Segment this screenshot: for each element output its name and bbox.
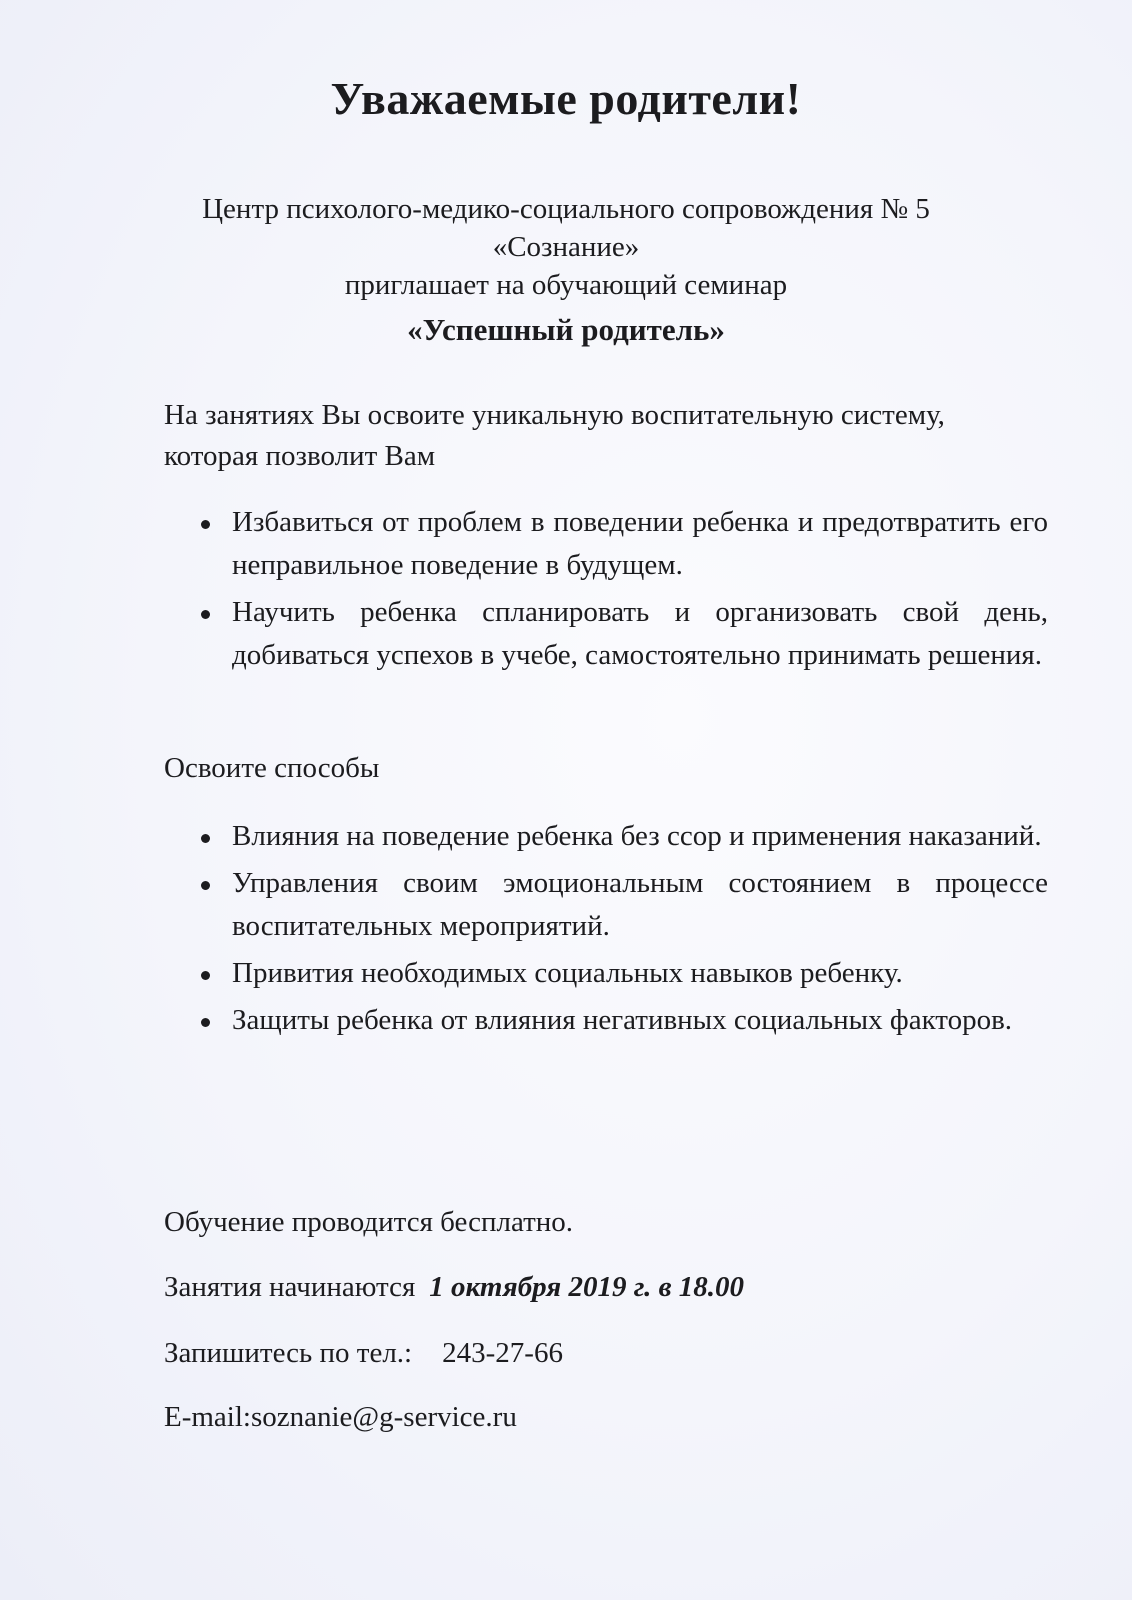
section2-lead: Освоите способы <box>164 752 380 784</box>
section1-lead: На занятиях Вы освоите уникальную воспитательную систему, которая позволит Вам <box>164 399 945 472</box>
section2-list <box>164 815 1048 1046</box>
section1-list <box>164 501 1048 681</box>
phone-line <box>164 1333 563 1373</box>
intro-line-1: Центр психолого-медико-социального сопровождения № 5 <box>202 193 930 225</box>
list-item-text: Влияния на поведение ребенка без ссор и применения наказаний. <box>232 820 1042 852</box>
bullet-icon <box>201 881 210 890</box>
bullet-icon <box>201 971 210 980</box>
page-title: Уважаемые родители! <box>330 73 802 124</box>
intro-line-3: приглашает на обучающий семинар <box>344 269 788 301</box>
intro-block <box>0 190 1132 304</box>
seminar-title: «Успешный родитель» <box>407 312 725 347</box>
list-item-text: Управления своим эмоциональным состоянием в процессе воспитательных мероприятий. <box>232 867 1048 942</box>
list-item <box>164 501 1048 587</box>
list-item <box>164 999 1048 1042</box>
list-item <box>164 952 1048 995</box>
start-date-value: 1 октября 2019 г. в 18.00 <box>429 1271 745 1303</box>
free-notice: Обучение проводится бесплатно. <box>164 1206 574 1238</box>
bullet-icon <box>201 1018 210 1027</box>
list-item <box>164 815 1048 858</box>
bullet-icon <box>201 834 210 843</box>
list-item-text: Научить ребенка спланировать и организовать свой день, добиваться успехов в учебе, самостоятельно принимать решения. <box>232 596 1048 671</box>
phone-label: Запишитесь по тел.: <box>164 1337 413 1369</box>
start-date-label: Занятия начинаются <box>164 1271 416 1303</box>
list-item-text: Защиты ребенка от влияния негативных социальных факторов. <box>232 1004 1013 1036</box>
bullet-icon <box>201 610 210 619</box>
email-line: E-mail:soznanie@g-service.ru <box>164 1401 517 1433</box>
list-item-text: Избавиться от проблем в поведении ребенка и предотвратить его неправильное поведение в будущем. <box>232 506 1048 581</box>
list-item-text: Привития необходимых социальных навыков ребенку. <box>232 957 903 989</box>
start-date-line <box>164 1267 744 1307</box>
list-item <box>164 591 1048 677</box>
phone-number: 243-27-66 <box>442 1337 563 1369</box>
list-item <box>164 862 1048 948</box>
bullet-icon <box>201 520 210 529</box>
intro-line-2: «Сознание» <box>492 231 640 263</box>
